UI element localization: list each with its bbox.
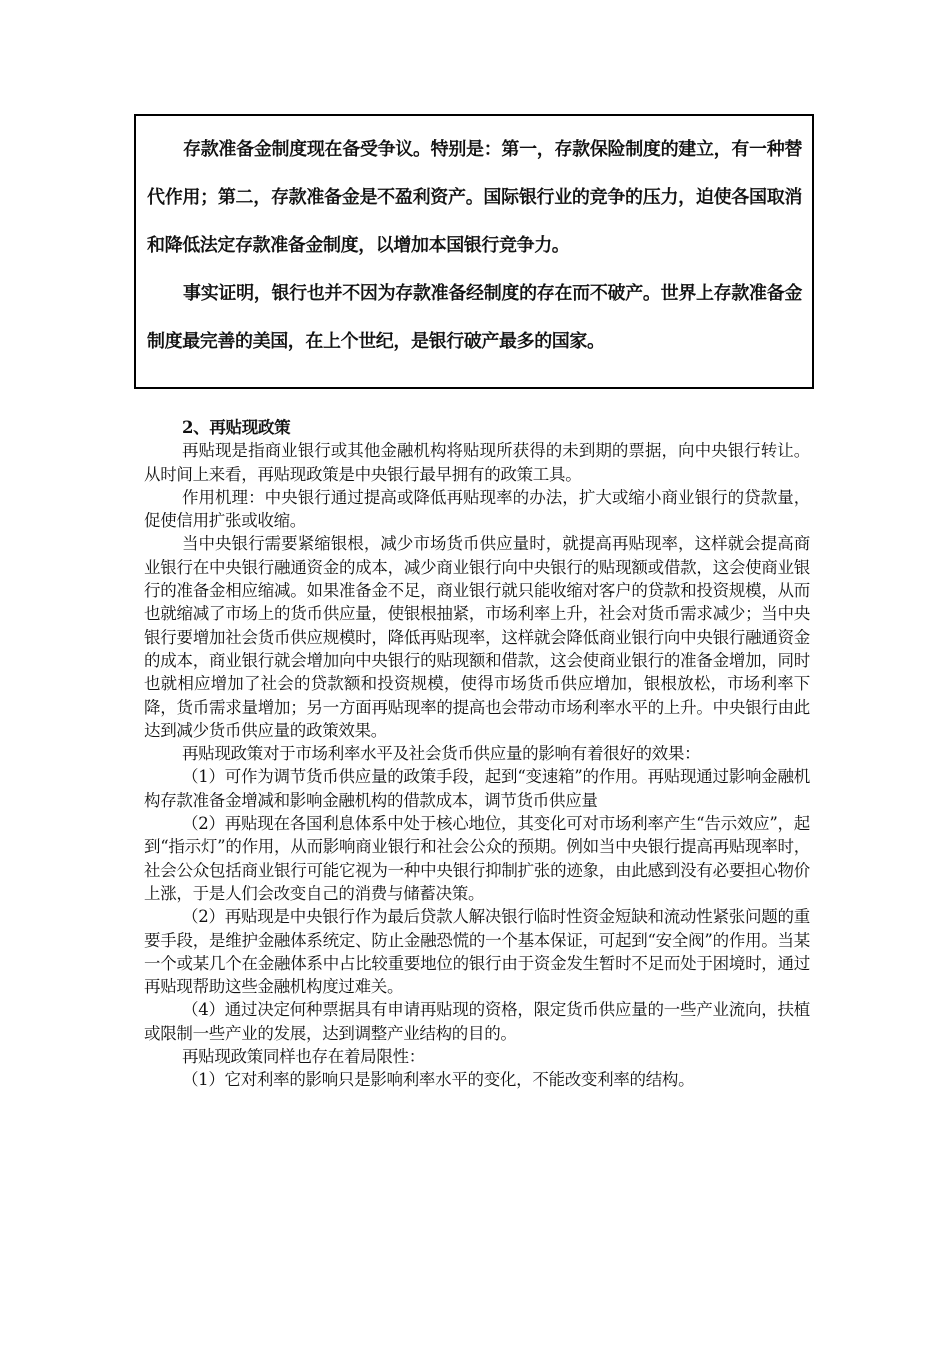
body-paragraph: （2）再贴现是中央银行作为最后贷款人解决银行临时性资金短缺和流动性紧张问题的重要手段，是维护金融体系统定、防止金融恐慌的一个基本保证，可起到“安全阀”的作用。当某一个或某几个在金融体系中占比较重要地位的银行由于资金发生暂时不足而处于困境时，通过再贴现帮助这些金融机构度过难关。 — [144, 907, 810, 997]
body-paragraph: （4）通过决定何种票据具有申请再贴现的资格，限定货币供应量的一些产业流向，扶植或限制一些产业的发展，达到调整产业结构的目的。 — [144, 1000, 810, 1043]
section-body — [144, 416, 810, 1092]
body-paragraph: 再贴现政策对于市场利率水平及社会货币供应量的影响有着很好的效果： — [181, 744, 701, 764]
body-paragraph: 再贴现政策同样也存在着局限性： — [181, 1047, 425, 1067]
body-paragraph: （1）它对利率的影响只是影响利率水平的变化，不能改变利率的结构。 — [181, 1070, 695, 1090]
section-heading: 2、再贴现政策 — [181, 418, 291, 437]
body-paragraph: 再贴现是指商业银行或其他金融机构将贴现所获得的未到期的票据，向中央银行转让。从时间上来看，再贴现政策是中央银行最早拥有的政策工具。 — [144, 441, 810, 484]
body-paragraph: （1）可作为调节货币供应量的政策手段，起到“变速箱”的作用。再贴现通过影响金融机构存款准备金增减和影响金融机构的借款成本，调节货币供应量 — [144, 767, 810, 810]
note-paragraph: 事实证明，银行也并不因为存款准备经制度的存在而不破产。世界上存款准备金制度最完善的美国，在上个世纪，是银行破产最多的国家。 — [147, 283, 802, 352]
body-paragraph: （2）再贴现在各国利息体系中处于核心地位，其变化可对市场利率产生“告示效应”，起到“指示灯”的作用，从而影响商业银行和社会公众的预期。例如当中央银行提高再贴现率时，社会公众包括商业银行可能它视为一种中央银行抑制扩张的迹象，由此感到没有必要担心物价上涨，于是人们会改变自己的消费与储蓄决策。 — [144, 814, 810, 903]
body-paragraph: 作用机理：中央银行通过提高或降低再贴现率的办法，扩大或缩小商业银行的贷款量，促使信用扩张或收缩。 — [144, 487, 810, 531]
boxed-note — [134, 114, 814, 389]
body-paragraph: 当中央银行需要紧缩银根，减少市场货币供应量时，就提高再贴现率，这样就会提高商业银行在中央银行融通资金的成本，减少商业银行向中央银行的贴现额或借款，这会使商业银行的准备金相应缩减。如果准备金不足，商业银行就只能收缩对客户的贷款和投资规模，从而也就缩减了市场上的货币供应量，使银根抽紧，市场利率上升，社会对货币需求减少；当中央银行要增加社会货币供应规模时，降低再贴现率，这样就会降低商业银行向中央银行融通资金的成本，商业银行就会增加向中央银行的贴现额和借款，这会使商业银行的准备金增加，同时也就相应增加了社会的贷款额和投资规模，使得市场货币供应增加，银根放松，市场利率下降，货币需求量增加；另一方面再贴现率的提高也会带动市场利率水平的上升。中央银行由此达到减少货币供应量的政策效果。 — [144, 534, 810, 740]
note-paragraph: 存款准备金制度现在备受争议。特别是：第一，存款保险制度的建立，有一种替代作用；第二，存款准备金是不盈利资产。国际银行业的竞争的压力，迫使各国取消和降低法定存款准备金制度，以增加本国银行竞争力。 — [147, 139, 802, 256]
